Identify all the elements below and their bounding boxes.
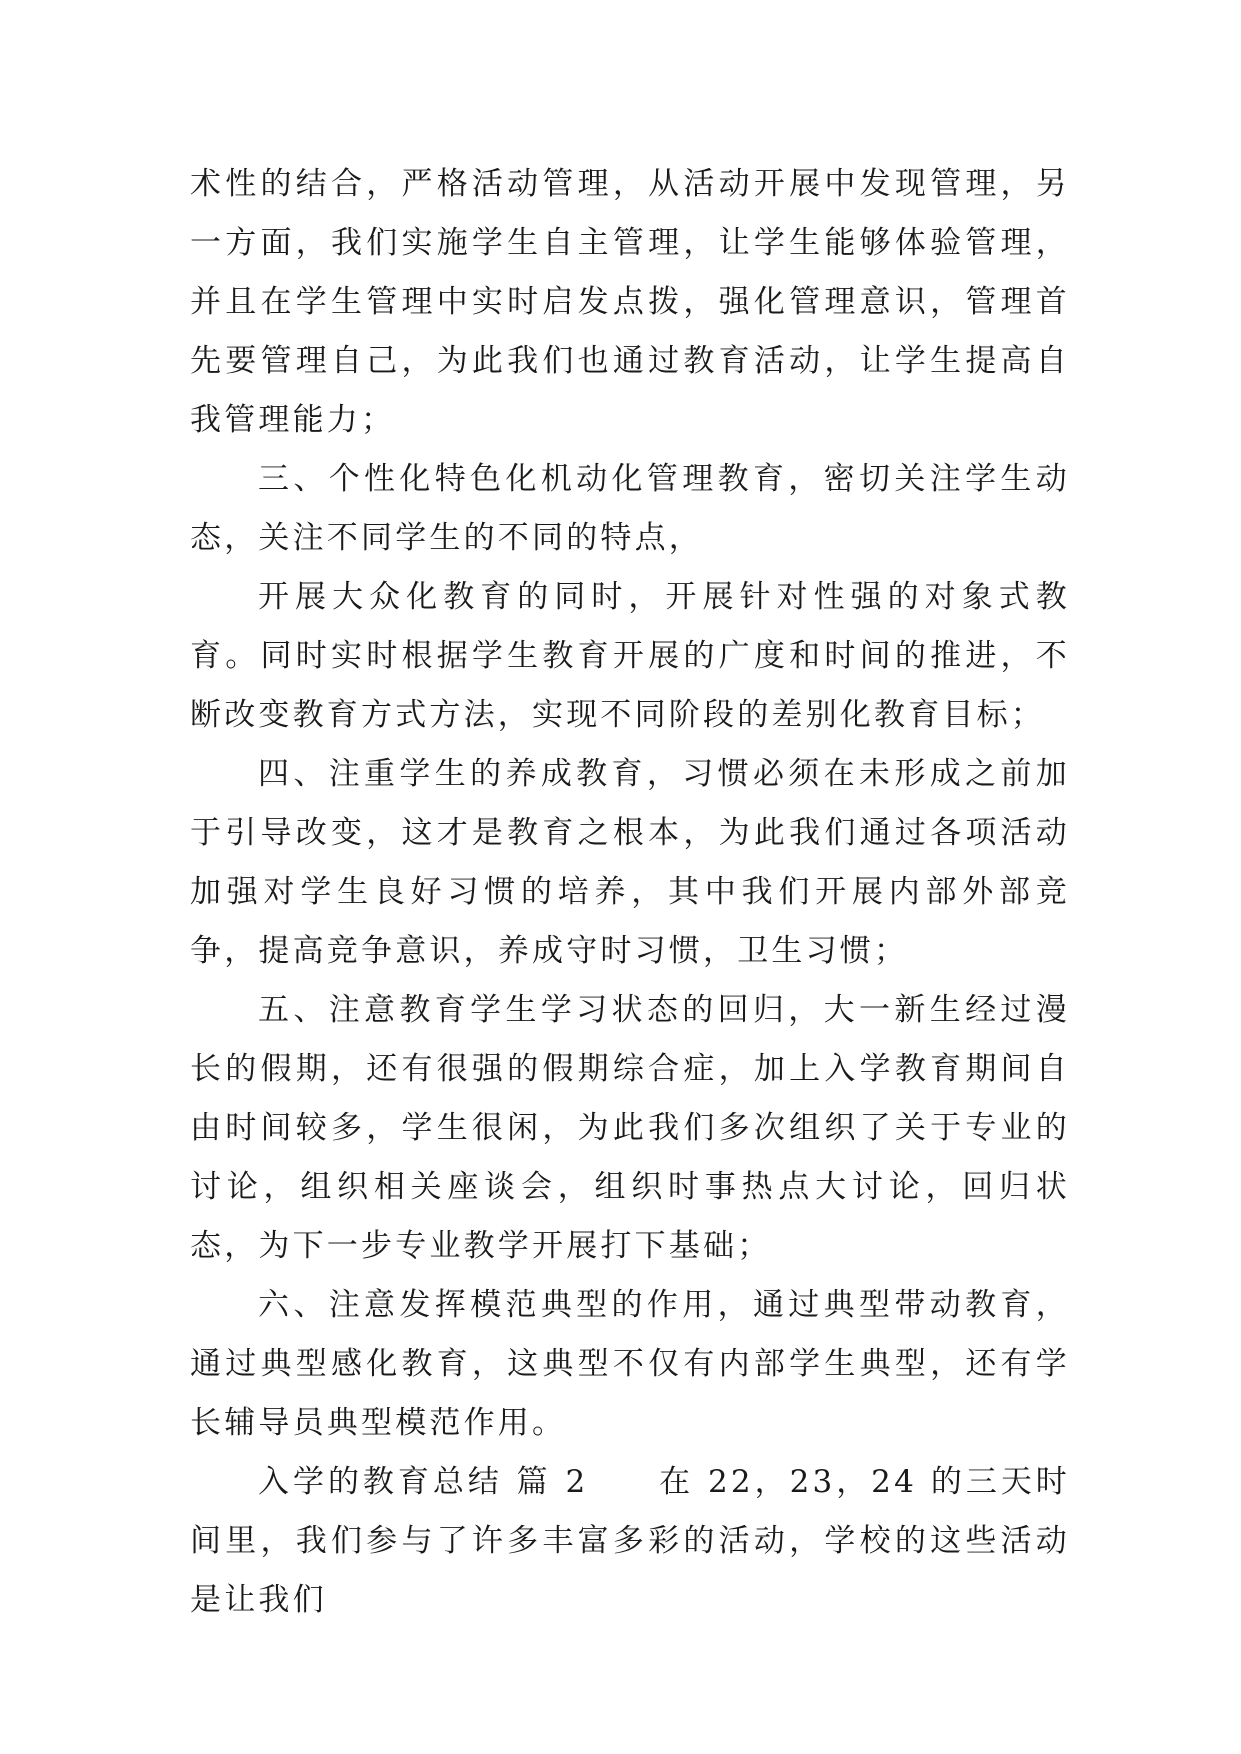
paragraph-point-five: 五、注意教育学生学习状态的回归，大一新生经过漫长的假期，还有很强的假期综合症，加上入学教育期间自由时间较多，学生很闲，为此我们多次组织了关于专业的讨论，组织相关座谈会，组织时事热点大讨论，回归状态，为下一步专业教学开展打下基础； bbox=[190, 992, 1070, 1264]
document-body bbox=[190, 155, 1070, 1630]
paragraph-point-four: 四、注重学生的养成教育，习惯必须在未形成之前加于引导改变，这才是教育之根本，为此我们通过各项活动加强对学生良好习惯的培养，其中我们开展内部外部竞争，提高竞争意识，养成守时习惯，卫生习惯； bbox=[190, 756, 1070, 969]
paragraph-point-six: 六、注意发挥模范典型的作用，通过典型带动教育，通过典型感化教育，这典型不仅有内部学生典型，还有学长辅导员典型模范作用。 bbox=[190, 1287, 1070, 1441]
paragraph-point-three: 三、个性化特色化机动化管理教育，密切关注学生动态，关注不同学生的不同的特点， bbox=[190, 461, 1070, 556]
paragraph-summary-part-two: 入学的教育总结 篇 2 在 22，23，24 的三天时间里，我们参与了许多丰富多彩的活动，学校的这些活动是让我们 bbox=[190, 1464, 1070, 1618]
paragraph-management-intro: 术性的结合，严格活动管理，从活动开展中发现管理，另一方面，我们实施学生自主管理，让学生能够体验管理，并且在学生管理中实时启发点拨，强化管理意识，管理首先要管理自己，为此我们也通过教育活动，让学生提高自我管理能力； bbox=[190, 166, 1070, 438]
paragraph-mass-education: 开展大众化教育的同时，开展针对性强的对象式教育。同时实时根据学生教育开展的广度和时间的推进，不断改变教育方式方法，实现不同阶段的差别化教育目标； bbox=[190, 579, 1070, 733]
